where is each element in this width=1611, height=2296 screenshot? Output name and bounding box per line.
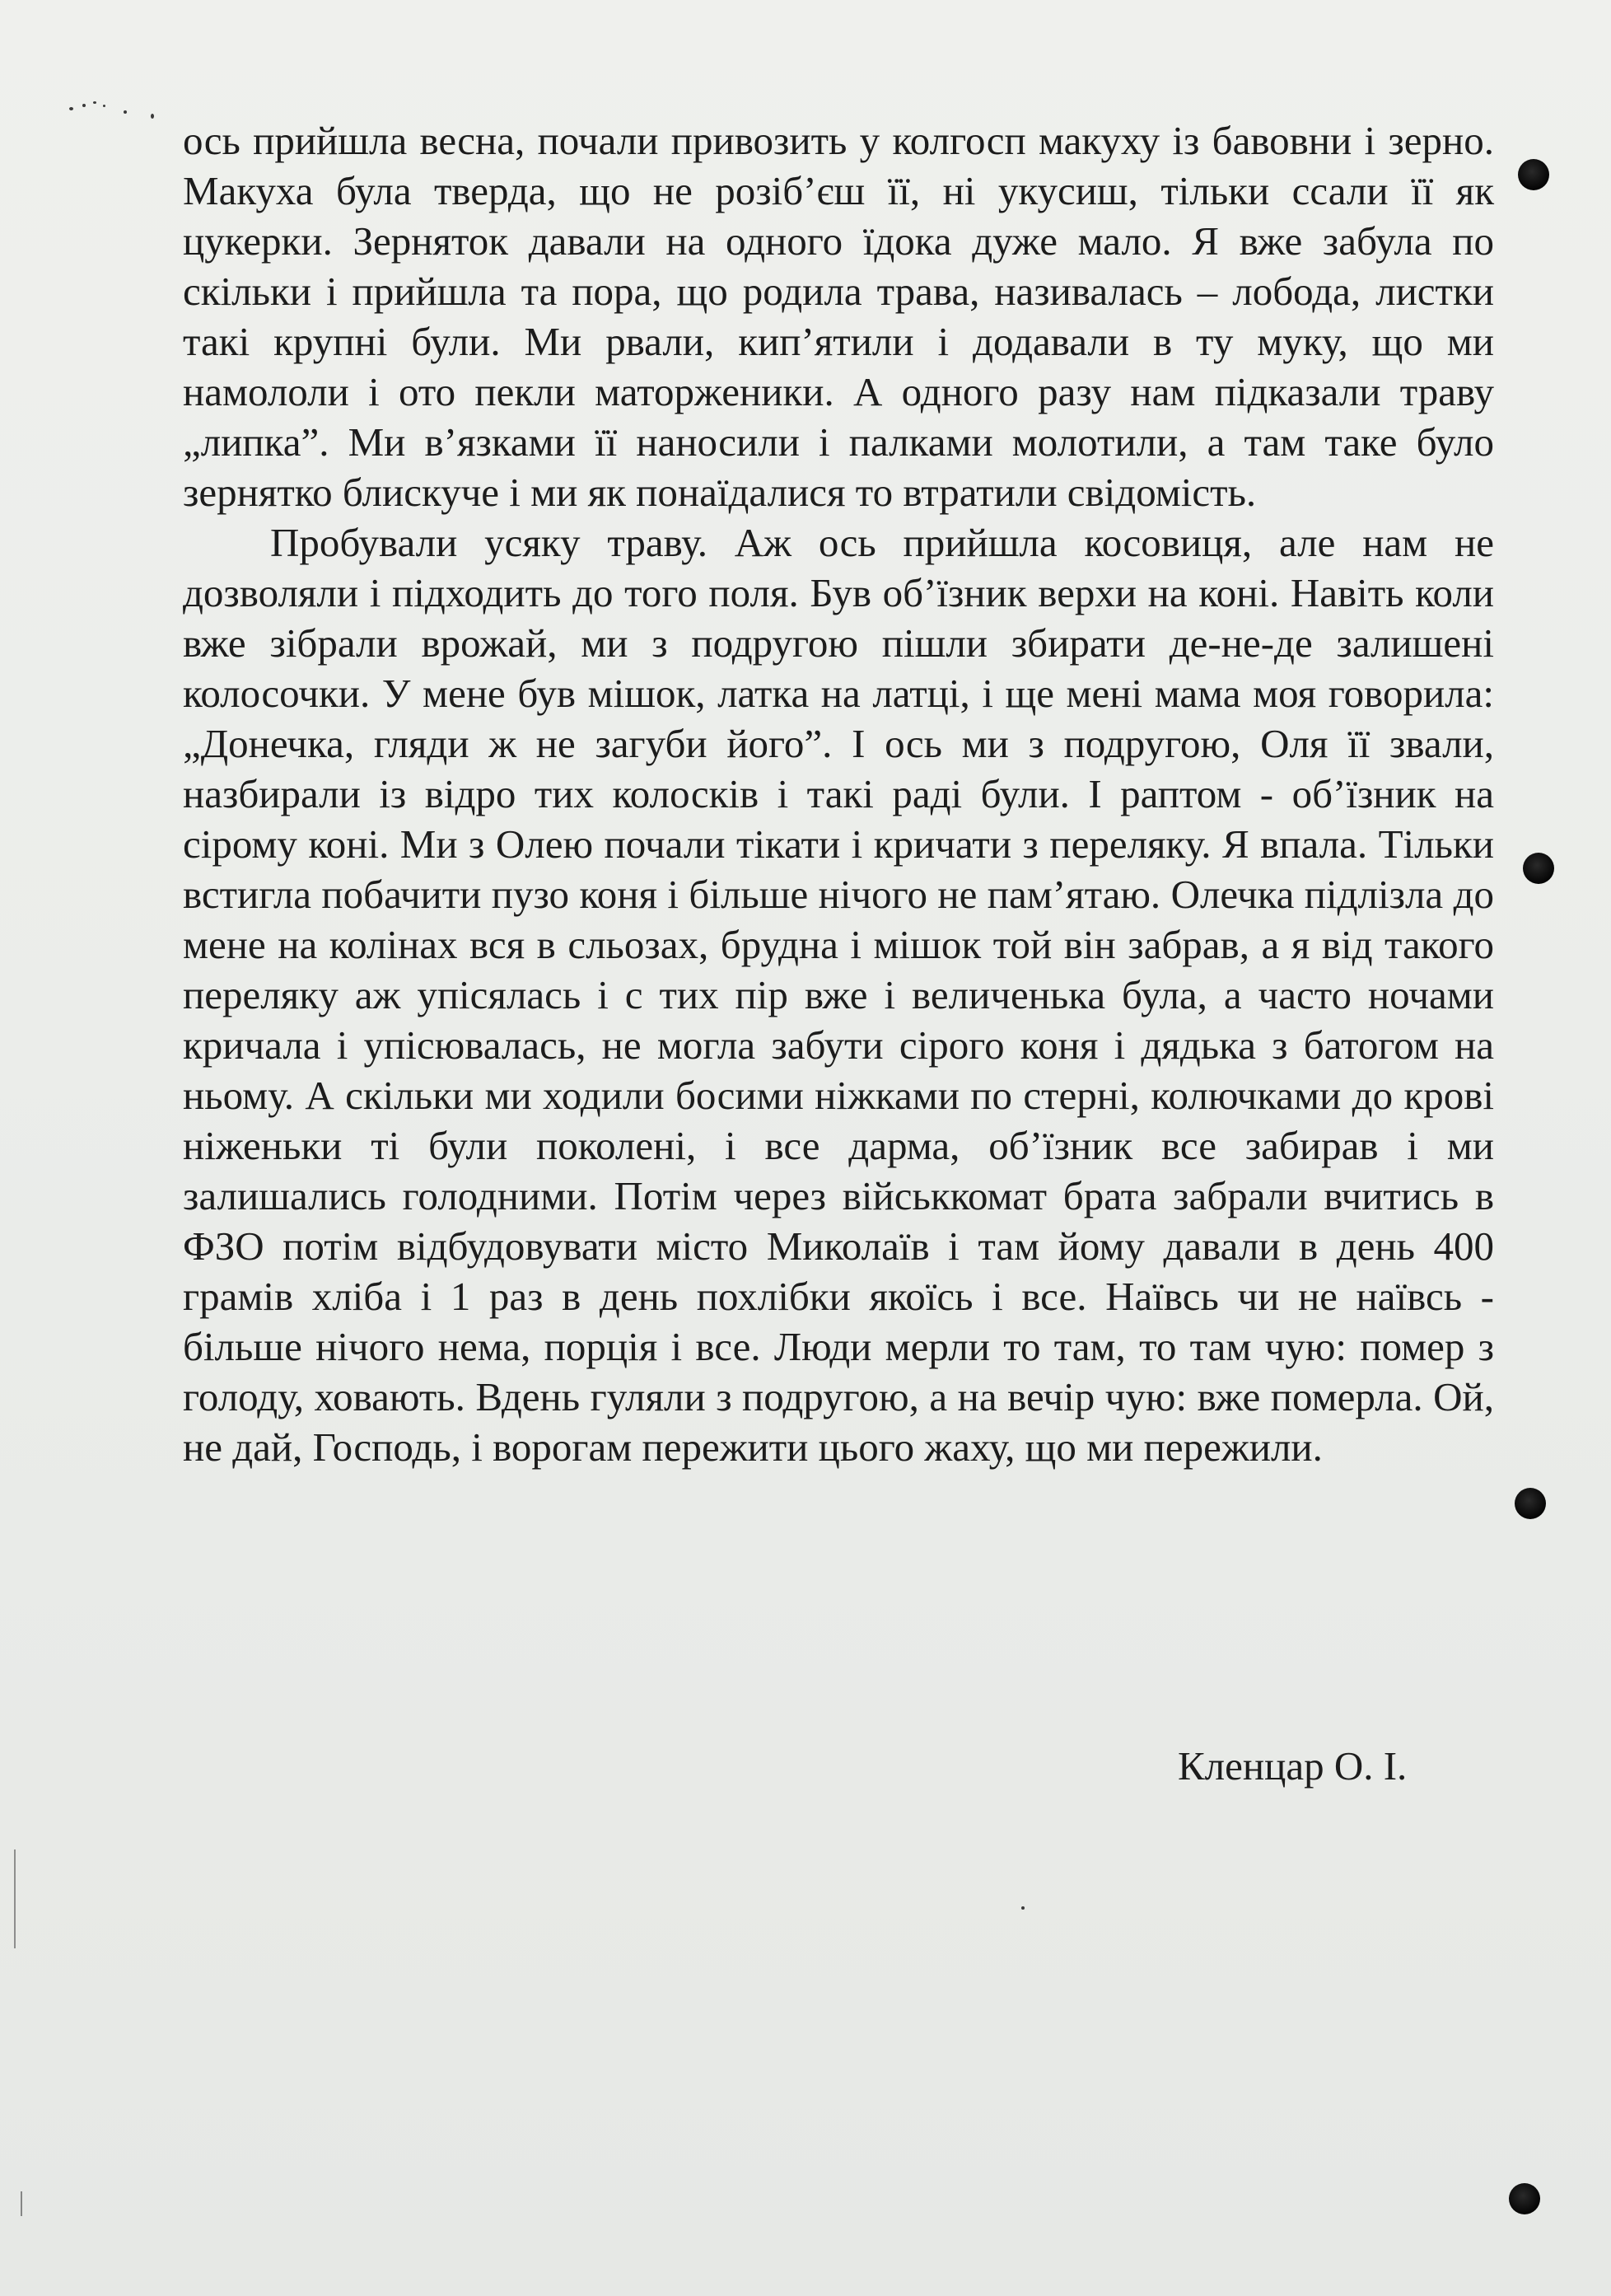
punch-hole — [1518, 159, 1549, 190]
scan-speck — [151, 114, 154, 119]
punch-hole — [1523, 853, 1554, 884]
scan-speck — [103, 105, 105, 107]
punch-hole — [1509, 2183, 1540, 2214]
scan-speck — [69, 107, 73, 110]
edge-mark — [14, 1849, 16, 1948]
paragraph: ось прийшла весна, почали привозить у колгосп макуху із бавовни і зерно. Макуха була тверда, що не розіб’єш її, ні укусиш, тільки ссали її як цукерки. Зерняток давали на одного їдока дуже мало. Я вже забула по скільки і прийшла та пора, що родила трава, називалась – лобода, листки такі крупні були. Ми рвали, кип’ятили і додавали в ту муку, що ми намололи і ото пекли маторженики. А одного разу нам підказали траву „липка”. Ми в’язками її наносили і палками молотили, а там таке було зернятко блискуче і ми як понаїдалися то втратили свідомість. — [183, 118, 1494, 515]
scan-speck — [1021, 1906, 1025, 1910]
scan-speck — [82, 104, 86, 107]
author-signature: Кленцар О. І. — [1178, 1743, 1408, 1789]
scan-speck — [93, 101, 96, 104]
edge-mark — [21, 2191, 22, 2216]
document-body — [183, 115, 1494, 1472]
paragraph: Пробували усяку траву. Аж ось прийшла косовиця, але нам не дозволяли і підходить до того поля. Був об’їзник верхи на коні. Навіть коли вже зібрали врожай, ми з подругою пішли збирати де-не-де залишені колосочки. У мене був мішок, латка на латці, і ще мені мама моя говорила: „Донечка, гляди ж не загуби його”. І ось ми з подругою, Оля її звали, назбирали із відро тих колосків і такі раді були. І раптом - об’їзник на сірому коні. Ми з Олею почали тікати і кричати з переляку. Я впала. Тільки встигла побачити пузо коня і більше нічого не пам’ятаю. Олечка підлізла до мене на колінах вся в сльозах, брудна і мішок той він забрав, а я від такого переляку аж упісялась і с тих пір вже і величенька була, а часто ночами кричала і упісювалась, не могла забути сірого коня і дядька з батогом на ньому. А скільки ми ходили босими ніжками по стерні, колючками до крові ніженьки ті були поколені, і все дарма, об’їзник все забирав і ми залишались голодними. Потім через військкомат брата забрали вчитись в ФЗО потім відбудовувати місто Миколаїв і там йому давали в день 400 грамів хліба і 1 раз в день похлібки якоїсь і все. Наївсь чи не наївсь - більше нічого нема, порція і все. Люди мерли то там, то там чую: помер з голоду, ховають. Вдень гуляли з подругою, а на вечір чую: вже померла. Ой, не дай, Господь, і ворогам пережити цього жаху, що ми пережили. — [183, 520, 1494, 1470]
scan-speck — [124, 110, 127, 114]
punch-hole — [1515, 1488, 1546, 1519]
